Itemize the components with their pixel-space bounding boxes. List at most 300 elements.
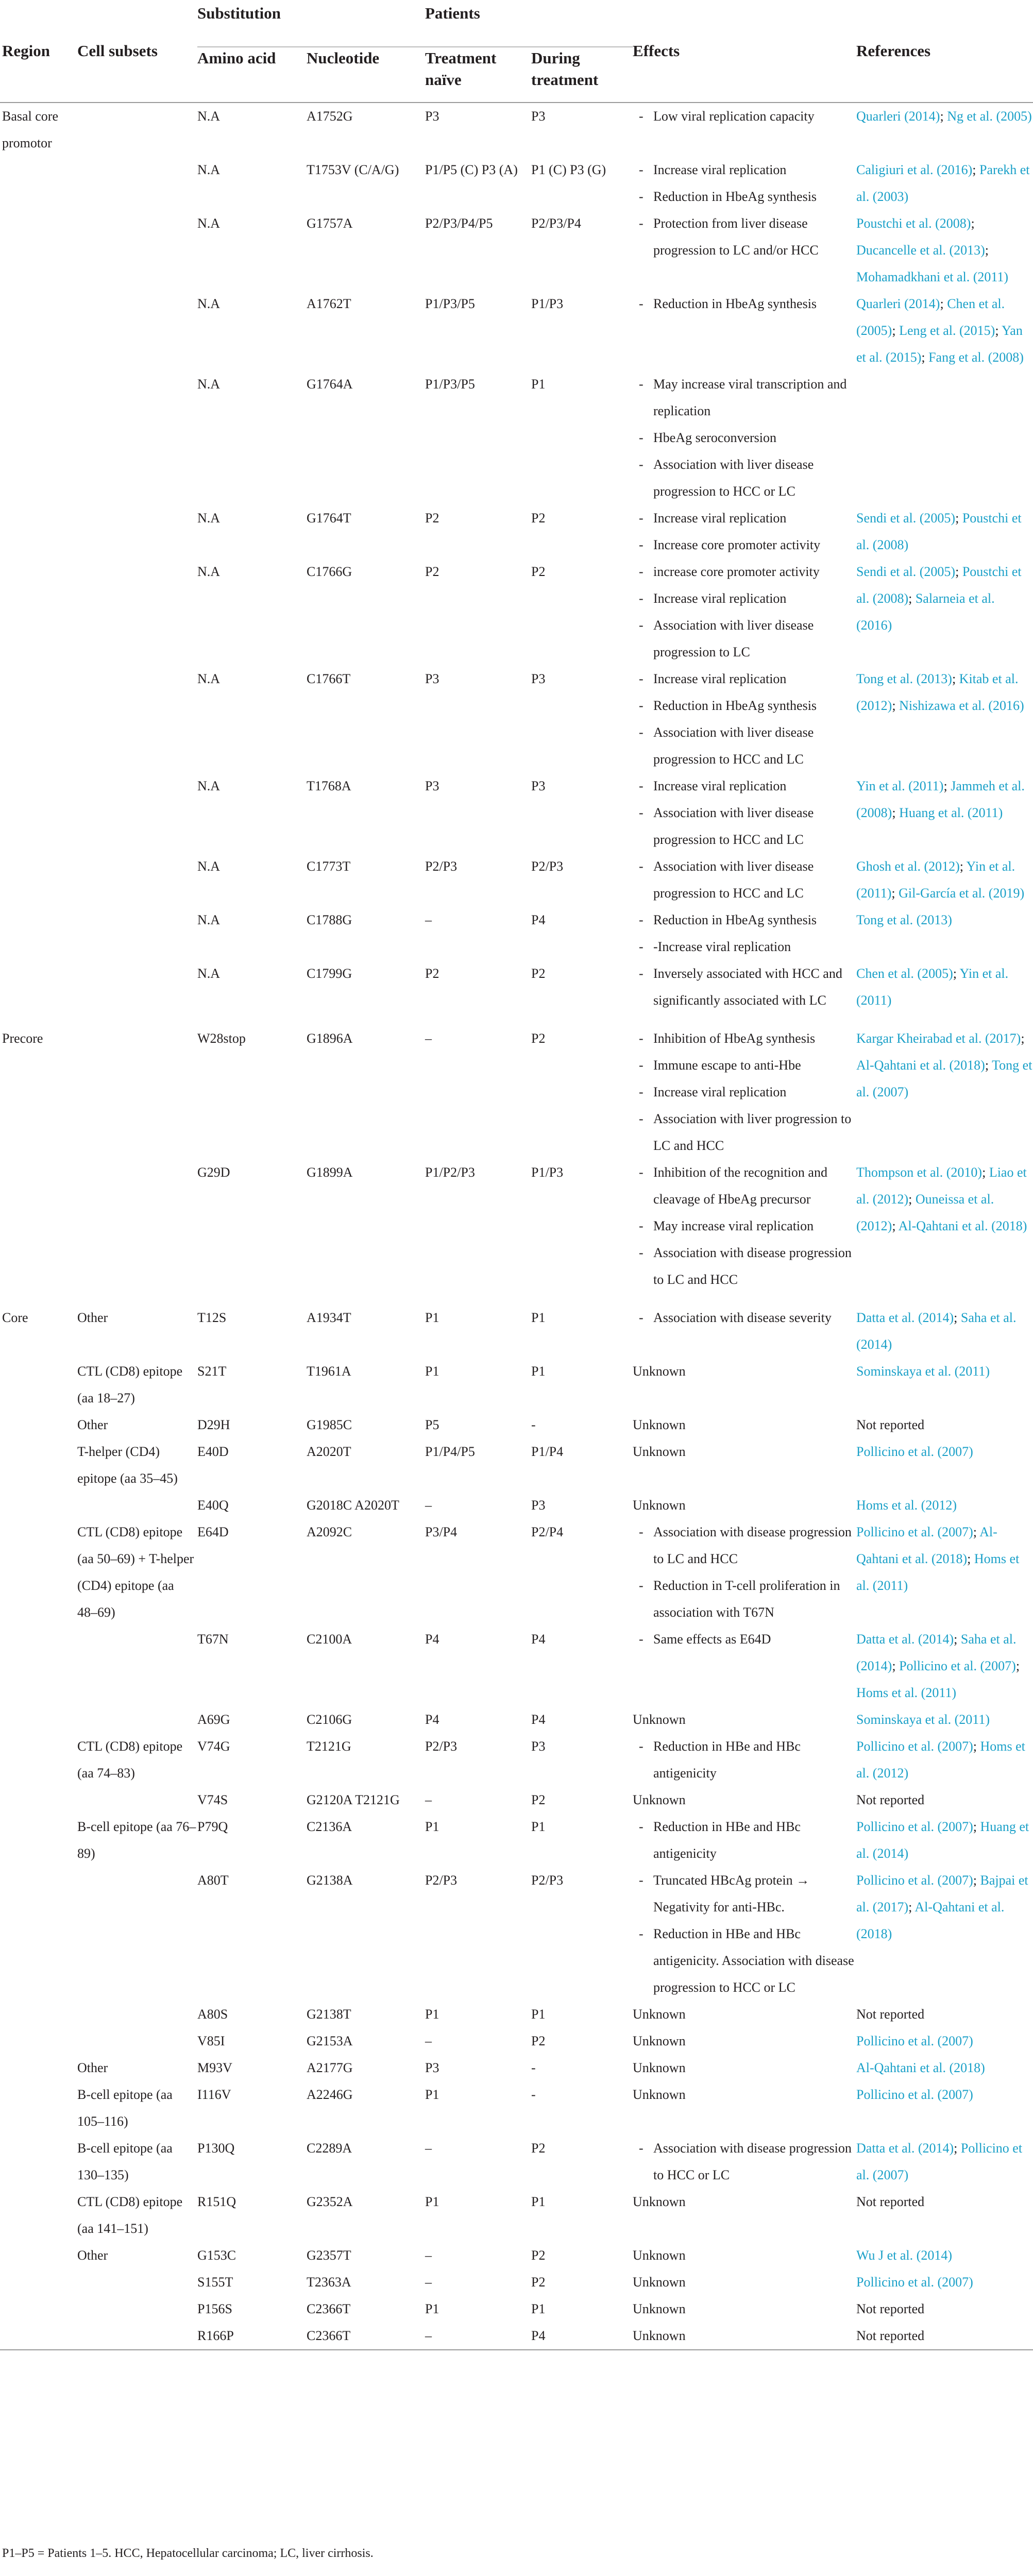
region-cell [0, 1787, 77, 1814]
references-cell [856, 1492, 1033, 1519]
region-cell [0, 1519, 77, 1626]
region-cell: Core [2, 1310, 28, 1325]
nucleotide-cell: A2246G [307, 2087, 353, 2102]
treatment-naive-cell: P4 [425, 1632, 439, 1647]
nucleotide-cell: T2121G [307, 1739, 351, 1754]
effect-item: - Increase viral replication [633, 585, 856, 612]
region-cell [0, 2028, 77, 2055]
reference-link[interactable]: Ng et al. (2005) [947, 109, 1032, 124]
treatment-naive-cell: P1 [425, 1310, 439, 1325]
reference-link[interactable]: Leng et al. (2015) [899, 323, 995, 338]
reference-link[interactable]: Quarleri (2014) [856, 296, 940, 311]
table-row [0, 1733, 1033, 1787]
reference-link[interactable]: Al-Qahtani et al. (2018) [856, 1900, 1005, 1941]
effect-item: - Inhibition of the recognition and cleavage of HbeAg precursor [633, 1159, 856, 1213]
during-treatment-cell: P2 [531, 2275, 546, 2290]
region-cell [0, 666, 77, 773]
reference-link[interactable]: Datta et al. (2014) [856, 1632, 954, 1647]
amino-acid-cell: V74G [197, 1739, 230, 1754]
region-cell [0, 1358, 77, 1412]
reference-link[interactable]: Wu J et al. (2014) [856, 2248, 952, 2263]
during-treatment-cell: P3 [531, 109, 546, 124]
cell-subset-cell [77, 1867, 197, 2001]
nucleotide-cell: G1764A [307, 377, 353, 392]
reference-link[interactable]: Tong et al. (2013) [856, 671, 952, 686]
references-cell: Not reported [856, 2323, 1033, 2350]
during-treatment-cell: P3 [531, 1739, 546, 1754]
region-cell [0, 2323, 77, 2350]
reference-link[interactable]: Yin et al. (2011) [856, 966, 1009, 1008]
reference-link[interactable]: Datta et al. (2014) [856, 1310, 954, 1325]
effects-cell [633, 371, 856, 505]
effects-cell [633, 2135, 856, 2189]
during-treatment-cell: P4 [531, 1632, 546, 1647]
cell-subset-cell [77, 505, 197, 558]
reference-link[interactable]: Al-Qahtani et al. (2018) [898, 1218, 1027, 1233]
reference-link[interactable]: Pollicino et al. (2007) [856, 1444, 973, 1459]
reference-link[interactable]: Pollicino et al. (2007) [856, 1873, 973, 1888]
effect-item: - Reduction in HBe and HBc antigenicity. Association with disease progression to HCC or LC [633, 1921, 856, 2001]
table-row [0, 505, 1033, 558]
region-cell [0, 210, 77, 291]
reference-link[interactable]: Jammeh et al. (2008) [856, 778, 1025, 820]
amino-acid-cell: N.A [197, 671, 221, 686]
cell-subset-cell [77, 2028, 197, 2055]
header-substitution: Substitution [197, 0, 425, 47]
treatment-naive-cell: P1 [425, 1819, 439, 1834]
reference-link[interactable]: Parekh et al. (2003) [856, 162, 1030, 204]
during-treatment-cell: P1 [531, 2301, 546, 2316]
reference-link[interactable]: Gil-García et al. (2019) [899, 886, 1025, 901]
table-row [0, 1492, 1033, 1519]
region-cell [0, 505, 77, 558]
nucleotide-cell: T2363A [307, 2275, 351, 2290]
nucleotide-cell: C1788G [307, 912, 352, 927]
reference-link[interactable]: Yin et al. (2011) [856, 778, 944, 793]
amino-acid-cell: N.A [197, 162, 221, 177]
cell-subset-cell [77, 1787, 197, 1814]
treatment-naive-cell: P2/P3 [425, 1739, 458, 1754]
table-row [0, 371, 1033, 505]
header-cell-subsets: Cell subsets [77, 42, 158, 60]
amino-acid-cell: E64D [197, 1524, 229, 1539]
nucleotide-cell: A1762T [307, 296, 351, 311]
during-treatment-cell: P1 [531, 377, 546, 392]
effect-item: - Immune escape to anti-Hbe [633, 1052, 856, 1079]
region-cell [0, 853, 77, 907]
header-patients: Patients [425, 0, 633, 47]
treatment-naive-cell: P2 [425, 564, 439, 579]
references-cell: Tong et al. (2013); Kitab et al. (2012); Nishizawa et al. (2016) [856, 671, 1024, 713]
references-cell [856, 1438, 1033, 1492]
effects-cell [633, 1867, 856, 2001]
nucleotide-cell: T1753V (C/A/G) [307, 162, 399, 177]
amino-acid-cell: P79Q [197, 1819, 228, 1834]
nucleotide-cell: G1985C [307, 1417, 352, 1432]
treatment-naive-cell: P3/P4 [425, 1524, 458, 1539]
reference-link[interactable]: Pollicino et al. (2007) [856, 1739, 973, 1754]
treatment-naive-cell: P2/P3/P4/P5 [425, 216, 493, 231]
cell-subset-cell [77, 960, 197, 1014]
reference-link[interactable]: Homs et al. (2011) [856, 1685, 957, 1700]
treatment-naive-cell: – [425, 2323, 531, 2350]
header-references: References [856, 42, 931, 60]
effects-cell [633, 773, 856, 853]
table-row [0, 1438, 1033, 1492]
nucleotide-cell: G2120A T2121G [307, 1792, 400, 1807]
effect-item: - Reduction in HbeAg synthesis [633, 692, 856, 719]
region-cell [0, 773, 77, 853]
effect-item: - Inhibition of HbeAg synthesis [633, 1025, 856, 1052]
treatment-naive-cell: P1 [425, 2194, 439, 2209]
table-row [0, 2028, 1033, 2055]
effects-cell [633, 666, 856, 773]
during-treatment-cell: P1 [531, 2194, 546, 2209]
effect-item: - Association with liver disease progression to HCC or LC [633, 451, 856, 505]
amino-acid-cell: N.A [197, 859, 221, 874]
during-treatment-cell: P4 [531, 2323, 633, 2350]
reference-link[interactable]: Liao et al. (2012) [856, 1165, 1027, 1207]
amino-acid-cell: P130Q [197, 2141, 235, 2156]
effects-cell [633, 558, 856, 666]
table-row [0, 2081, 1033, 2135]
amino-acid-cell: W28stop [197, 1031, 246, 1046]
effects-cell: Unknown [633, 2087, 686, 2102]
reference-link[interactable]: Huang et al. (2014) [856, 1819, 1029, 1861]
reference-link[interactable]: Pollicino et al. (2007) [856, 1524, 973, 1539]
effect-item: - Reduction in T-cell proliferation in association with T67N [633, 1572, 856, 1626]
cell-subset-cell [77, 1159, 197, 1293]
treatment-naive-cell: P1 [425, 1364, 439, 1379]
table-row [0, 666, 1033, 773]
cell-subset-cell [77, 157, 197, 210]
effect-item: - May increase viral replication [633, 1213, 856, 1240]
during-treatment-cell: P2 [531, 2141, 546, 2156]
references-cell [856, 2242, 1033, 2269]
effects-cell [633, 291, 856, 371]
cell-subset-cell [77, 103, 197, 157]
during-treatment-cell: - [531, 1417, 536, 1432]
region-cell [0, 291, 77, 371]
effects-cell: Unknown [633, 1417, 686, 1432]
reference-link[interactable]: Bajpai et al. (2017) [856, 1873, 1028, 1914]
references-cell: Quarleri (2014); Chen et al. (2005); Leng et al. (2015); Yan et al. (2015); Fang et al. (2008) [856, 296, 1024, 365]
reference-link[interactable]: Al-Qahtani et al. (2018) [856, 1058, 985, 1073]
reference-link[interactable]: Sendi et al. (2005) [856, 564, 956, 579]
references-cell: Caligiuri et al. (2016); Parekh et al. (2003) [856, 162, 1030, 204]
treatment-naive-cell: P3 [425, 2060, 439, 2075]
effect-item: - Increase core promoter activity [633, 532, 856, 558]
amino-acid-cell: N.A [197, 564, 221, 579]
reference-link[interactable]: Sendi et al. (2005) [856, 511, 956, 526]
references-cell [856, 1706, 1033, 1733]
nucleotide-cell: C2136A [307, 1819, 352, 1834]
table-row [0, 2189, 1033, 2242]
region-cell [0, 1438, 77, 1492]
treatment-naive-cell: P1/P2/P3 [425, 1165, 475, 1180]
amino-acid-cell: N.A [197, 778, 221, 793]
treatment-naive-cell: – [425, 1792, 432, 1807]
during-treatment-cell: P4 [531, 912, 546, 927]
reference-link[interactable]: Huang et al. (2011) [899, 805, 1003, 820]
reference-link[interactable]: Mohamadkhani et al. (2011) [856, 269, 1009, 284]
references-cell [856, 371, 1033, 505]
amino-acid-cell: T67N [197, 1632, 229, 1647]
effects-cell [633, 103, 856, 157]
region-cell [0, 1706, 77, 1733]
cell-subset-cell [77, 2323, 197, 2350]
during-treatment-cell: P2 [531, 511, 546, 526]
treatment-naive-cell: P4 [425, 1712, 439, 1727]
effect-item: - Reduction in HbeAg synthesis [633, 183, 856, 210]
nucleotide-cell: G1899A [307, 1165, 353, 1180]
table-row [0, 1626, 1033, 1706]
effect-item: - Association with disease progression to LC and HCC [633, 1240, 856, 1293]
region-cell [0, 2001, 77, 2028]
reference-link[interactable]: Homs et al. (2012) [856, 1498, 957, 1513]
amino-acid-cell: N.A [197, 511, 221, 526]
cell-subset-cell [77, 1626, 197, 1706]
region-cell [0, 2296, 77, 2323]
reference-link[interactable]: Poustchi et al. (2008) [856, 216, 971, 231]
amino-acid-cell: T12S [197, 1310, 227, 1325]
reference-link[interactable]: Chen et al. (2005) [856, 296, 1005, 338]
treatment-naive-cell: P3 [425, 109, 439, 124]
effects-cell [633, 1159, 856, 1293]
cell-subset-cell: CTL (CD8) epitope (aa 74–83) [77, 1739, 183, 1781]
amino-acid-cell: R151Q [197, 2194, 236, 2209]
table-row [0, 960, 1033, 1014]
region-cell [0, 1412, 77, 1438]
header-treatment-naive: Treatment naïve [425, 49, 497, 89]
reference-link[interactable]: Yin et al. (2011) [856, 859, 1015, 901]
amino-acid-cell: P156S [197, 2301, 232, 2316]
effect-item: - Low viral replication capacity [633, 103, 856, 130]
reference-link[interactable]: Datta et al. (2014) [856, 2141, 954, 2156]
reference-link[interactable]: Kargar Kheirabad et al. (2017) [856, 1031, 1021, 1046]
reference-link[interactable]: Kitab et al. (2012) [856, 671, 1019, 713]
during-treatment-cell: P2/P3 [531, 859, 564, 874]
effects-cell [633, 907, 856, 960]
region-cell [0, 1733, 77, 1787]
effects-cell: Unknown [633, 2301, 686, 2316]
table-row [0, 2296, 1033, 2323]
reference-link[interactable]: Quarleri (2014) [856, 109, 940, 124]
table-row [0, 1867, 1033, 2001]
amino-acid-cell: G153C [197, 2248, 236, 2263]
reference-link[interactable]: Al-Qahtani et al. (2018) [856, 1524, 997, 1566]
references-cell: Kargar Kheirabad et al. (2017); Al-Qahtani et al. (2018); Tong et al. (2007) [856, 1031, 1032, 1099]
reference-link[interactable]: Caligiuri et al. (2016) [856, 162, 973, 177]
amino-acid-cell: R166P [197, 2323, 307, 2350]
cell-subset-cell [77, 773, 197, 853]
nucleotide-cell: A1752G [307, 109, 353, 124]
reference-link[interactable]: Saha et al. (2014) [856, 1310, 1017, 1352]
effects-cell: Unknown [633, 2060, 686, 2075]
during-treatment-cell: P2 [531, 1792, 546, 1807]
reference-link[interactable]: Al-Qahtani et al. (2018) [856, 2060, 985, 2075]
effect-item: - Association with disease progression to LC and HCC [633, 1519, 856, 1572]
header-effects: Effects [633, 42, 680, 60]
table-row [0, 1412, 1033, 1438]
reference-link[interactable]: Fang et al. (2008) [928, 350, 1024, 365]
effects-cell: Unknown [633, 2007, 686, 2022]
effect-item: - Truncated HBcAg protein → Negativity for anti-HBc. [633, 1867, 856, 1921]
during-treatment-cell: P2 [531, 564, 546, 579]
nucleotide-cell: A1934T [307, 1310, 351, 1325]
cell-subset-cell: B-cell epitope (aa 105–116) [77, 2087, 173, 2129]
during-treatment-cell: P1 [531, 2007, 546, 2022]
references-cell: Ghosh et al. (2012); Yin et al. (2011); Gil-García et al. (2019) [856, 859, 1025, 901]
treatment-naive-cell: P5 [425, 1417, 439, 1432]
cell-subset-cell [77, 1014, 197, 1159]
effects-cell: Unknown [633, 1444, 686, 1459]
cell-subset-cell [77, 907, 197, 960]
effect-item: - Association with liver disease progression to LC [633, 612, 856, 666]
reference-link[interactable]: Ducancelle et al. (2013) [856, 243, 985, 258]
region-cell [0, 157, 77, 210]
nucleotide-cell: G1896A [307, 1031, 353, 1046]
cell-subset-cell: B-cell epitope (aa 130–135) [77, 2141, 173, 2182]
effects-cell: Unknown [633, 2194, 686, 2209]
references-cell: Yin et al. (2011); Jammeh et al. (2008); Huang et al. (2011) [856, 778, 1025, 820]
reference-link[interactable]: Thompson et al. (2010) [856, 1165, 983, 1180]
cell-subset-cell [77, 853, 197, 907]
table-body [0, 103, 1033, 2350]
references-cell: Chen et al. (2005); Yin et al. (2011) [856, 966, 1009, 1008]
cell-subset-cell: Other [77, 2060, 108, 2075]
effect-item: - Association with disease progression to HCC or LC [633, 2135, 856, 2189]
reference-link[interactable]: Tong et al. (2007) [856, 1058, 1032, 1099]
references-cell: Not reported [856, 1792, 925, 1807]
reference-link[interactable]: Tong et al. (2013) [856, 912, 952, 927]
reference-link[interactable]: Chen et al. (2005) [856, 966, 953, 981]
nucleotide-cell: C2366T [307, 2301, 351, 2316]
reference-link[interactable]: Homs et al. (2012) [856, 1739, 1025, 1781]
effects-cell: Unknown [633, 2275, 686, 2290]
references-cell [856, 2269, 1033, 2296]
effect-item: - Increase viral replication [633, 666, 856, 692]
amino-acid-cell: S21T [197, 1364, 227, 1379]
references-cell [856, 2028, 1033, 2055]
effect-item: - Protection from liver disease progression to LC and/or HCC [633, 210, 856, 264]
cell-subset-cell [77, 558, 197, 666]
reference-link[interactable]: Ouneissa et al. (2012) [856, 1192, 994, 1233]
table-row [0, 2055, 1033, 2081]
table-row [0, 1787, 1033, 1814]
nucleotide-cell: A2092C [307, 1524, 352, 1539]
effects-cell [633, 505, 856, 558]
during-treatment-cell: - [531, 2060, 536, 2075]
reference-link[interactable]: Pollicino et al. (2007) [856, 2033, 973, 2048]
reference-link[interactable]: Yan et al. (2015) [856, 323, 1023, 365]
treatment-naive-cell: P1 [425, 2301, 439, 2316]
treatment-naive-cell: P3 [425, 671, 439, 686]
effect-item: - Association with liver disease progression to HCC and LC [633, 719, 856, 773]
reference-link[interactable]: Pollicino et al. (2007) [856, 2275, 973, 2290]
reference-link[interactable]: Poustchi et al. (2008) [856, 511, 1022, 552]
reference-link[interactable]: Sominskaya et al. (2011) [856, 1364, 990, 1379]
during-treatment-cell: P1/P3 [531, 1165, 564, 1180]
nucleotide-cell: G1757A [307, 216, 353, 231]
amino-acid-cell: G29D [197, 1165, 230, 1180]
table-row [0, 1358, 1033, 1412]
cell-subset-cell [77, 1492, 197, 1519]
during-treatment-cell: P1/P3 [531, 296, 564, 311]
references-cell: Not reported [856, 1417, 925, 1432]
treatment-naive-cell: P1 [425, 2007, 439, 2022]
nucleotide-cell: G2138A [307, 1873, 353, 1888]
references-cell: Pollicino et al. (2007); Bajpai et al. (2017); Al-Qahtani et al. (2018) [856, 1873, 1028, 1941]
reference-link[interactable]: Poustchi et al. (2008) [856, 564, 1022, 606]
effect-item: - Reduction in HBe and HBc antigenicity [633, 1733, 856, 1787]
references-cell: Not reported [856, 2301, 925, 2316]
reference-link[interactable]: Homs et al. (2011) [856, 1551, 1020, 1593]
during-treatment-cell: P3 [531, 1498, 546, 1513]
effect-item: - Reduction in HbeAg synthesis [633, 291, 856, 317]
reference-link[interactable]: Saha et al. (2014) [856, 1632, 1017, 1673]
amino-acid-cell: N.A [197, 216, 221, 231]
reference-link[interactable]: Sominskaya et al. (2011) [856, 1712, 990, 1727]
references-cell: Pollicino et al. (2007); Al-Qahtani et al. (2018); Homs et al. (2011) [856, 1524, 1020, 1593]
reference-link[interactable]: Pollicino et al. (2007) [856, 2141, 1023, 2182]
effects-cell [633, 157, 856, 210]
cell-subset-cell: Other [77, 1417, 108, 1432]
cell-subset-cell: Other [77, 2248, 108, 2263]
region-cell [0, 907, 77, 960]
amino-acid-cell: M93V [197, 2060, 232, 2075]
treatment-naive-cell: P1/P4/P5 [425, 1444, 475, 1459]
during-treatment-cell: P2/P4 [531, 1524, 564, 1539]
reference-link[interactable]: Pollicino et al. (2007) [856, 1819, 973, 1834]
reference-link[interactable]: Pollicino et al. (2007) [856, 2087, 973, 2102]
treatment-naive-cell: – [425, 2033, 432, 2048]
header-nucleotide: Nucleotide [307, 49, 380, 67]
references-cell: Sendi et al. (2005); Poustchi et al. (2008) [856, 511, 1022, 552]
amino-acid-cell: E40Q [197, 1498, 229, 1513]
table-footnote: P1–P5 = Patients 1–5. HCC, Hepatocellular carcinoma; LC, liver cirrhosis. [2, 2547, 374, 2560]
effect-item: - Reduction in HBe and HBc antigenicity [633, 1814, 856, 1867]
nucleotide-cell: C2100A [307, 1632, 352, 1647]
effects-cell [633, 960, 856, 1014]
table-row [0, 907, 1033, 960]
amino-acid-cell: N.A [197, 296, 221, 311]
effect-item: - Inversely associated with HCC and significantly associated with LC [633, 960, 856, 1014]
nucleotide-cell: G2357T [307, 2248, 351, 2263]
table-row [0, 1706, 1033, 1733]
nucleotide-cell: C1773T [307, 859, 351, 874]
treatment-naive-cell: P3 [425, 778, 439, 793]
effect-item: - HbeAg seroconversion [633, 425, 856, 451]
effect-item: - Association with disease severity [633, 1304, 856, 1331]
table-row [0, 2323, 1033, 2350]
treatment-naive-cell: – [425, 912, 432, 927]
region-cell [0, 960, 77, 1014]
reference-link[interactable]: Nishizawa et al. (2016) [899, 698, 1024, 713]
reference-link[interactable]: Ghosh et al. (2012) [856, 859, 960, 874]
amino-acid-cell: D29H [197, 1417, 230, 1432]
references-cell [856, 2055, 1033, 2081]
reference-link[interactable]: Salarneia et al. (2016) [856, 591, 995, 633]
effects-cell [633, 1626, 856, 1706]
amino-acid-cell: N.A [197, 966, 221, 981]
references-cell: Not reported [856, 2194, 925, 2209]
treatment-naive-cell: – [425, 2141, 432, 2156]
amino-acid-cell: A80S [197, 2007, 228, 2022]
during-treatment-cell: P1 [531, 1310, 546, 1325]
reference-link[interactable]: Pollicino et al. (2007) [899, 1658, 1016, 1673]
cell-subset-cell [77, 371, 197, 505]
